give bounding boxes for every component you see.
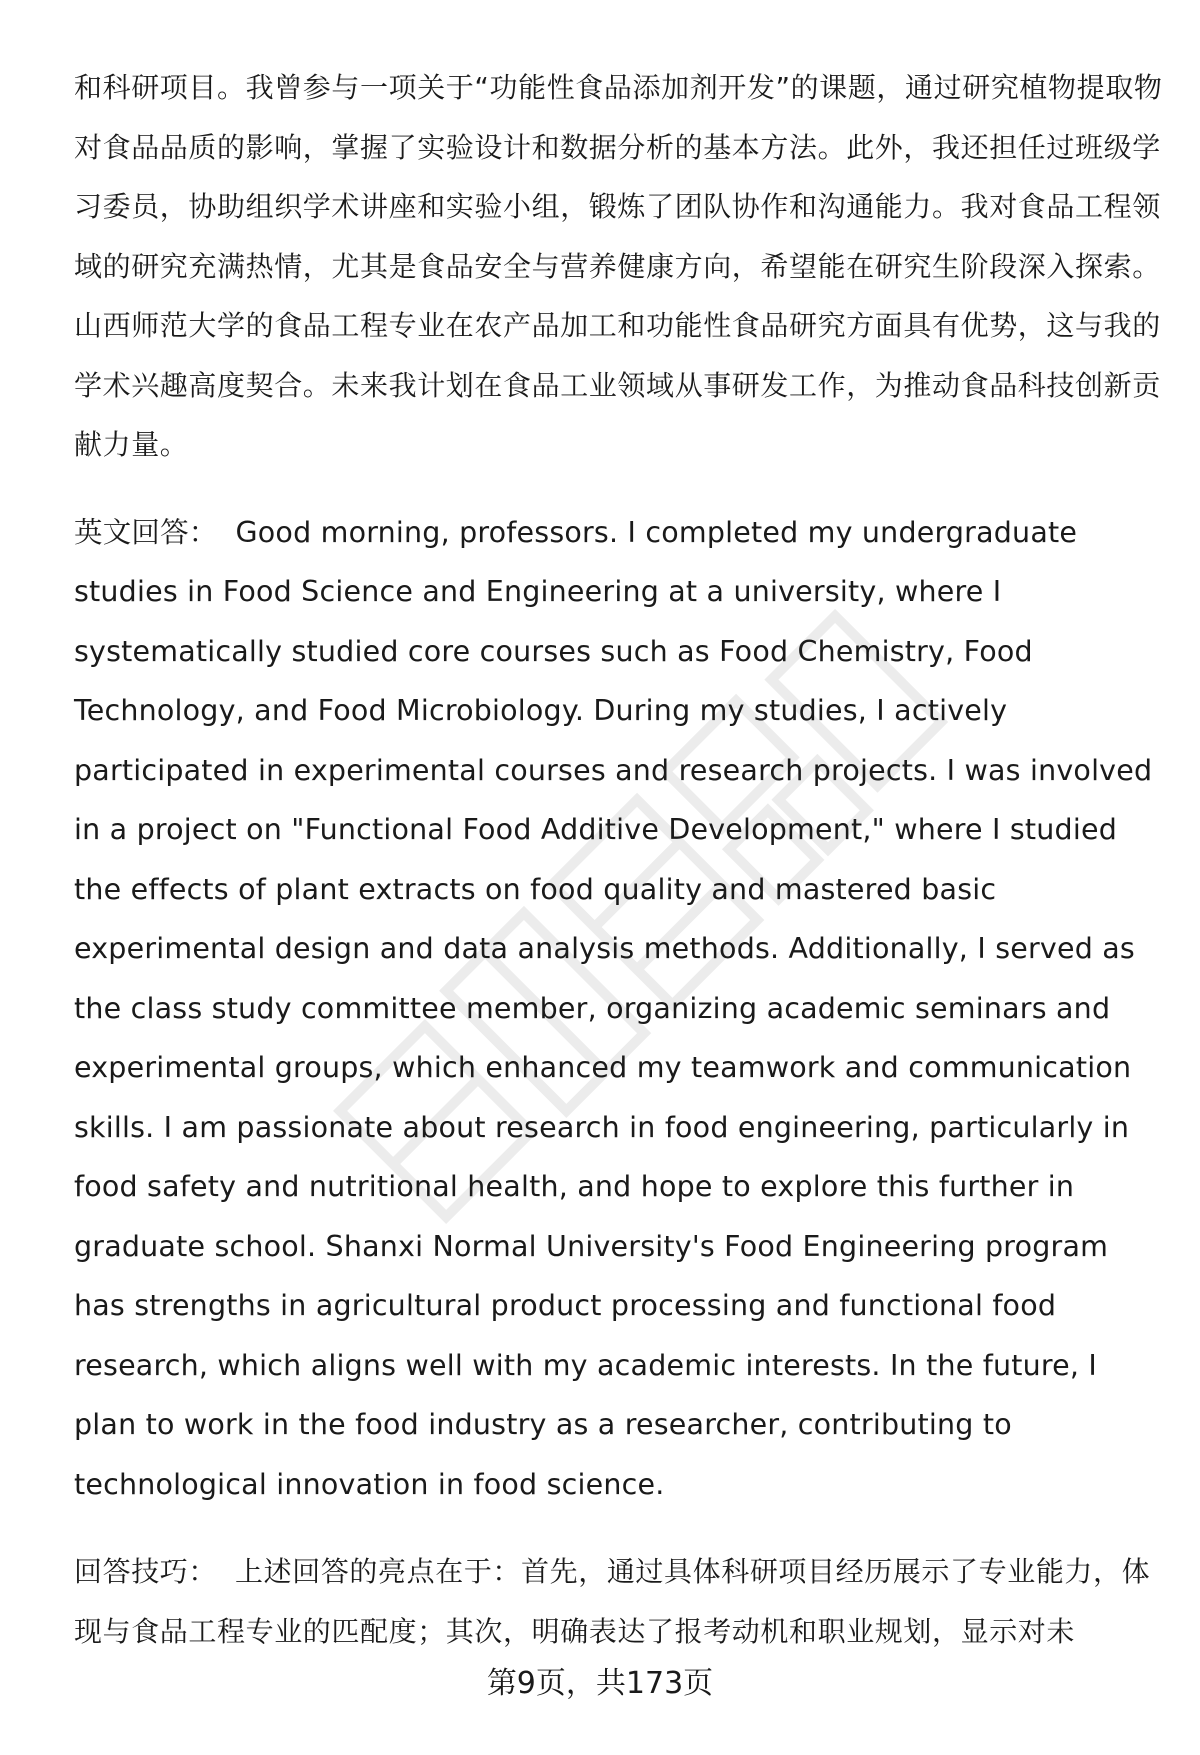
answer-tips-label: 回答技巧： — [74, 1555, 218, 1588]
page-content — [74, 58, 1164, 1661]
english-answer-paragraph — [74, 503, 1164, 1515]
answer-tips-paragraph — [74, 1542, 1164, 1661]
english-answer-text: Good morning, professors. I completed my undergraduate studies in Food Science and Engineering at a university, where I systematically studied core courses such as Food Chemistry, Food Technology, and Food Microbiology. During my studies, I actively participated in experimental courses and research projects. I was involved in a project on "Functional Food Additive Development," where I studied the effects of plant extracts on food quality and mastered basic experimental design and data analysis methods. Additionally, I served as the class study committee member, organizing academic seminars and experimental groups, which enhanced my teamwork and communication skills. I am passionate about research in food engineering, particularly in food safety and nutritional health, and hope to explore this further in graduate school. Shanxi Normal University's Food Engineering program has strengths in agricultural product processing and functional food research, which aligns well with my academic interests. In the future, I plan to work in the food industry as a researcher, contributing to technological innovation in food science. — [74, 515, 1153, 1501]
english-answer-label: 英文回答： — [74, 515, 218, 549]
chinese-answer-paragraph: 和科研项目。我曾参与一项关于“功能性食品添加剂开发”的课题，通过研究植物提取物对食品品质的影响，掌握了实验设计和数据分析的基本方法。此外，我还担任过班级学习委员，协助组织学术讲座和实验小组，锻炼了团队协作和沟通能力。我对食品工程领域的研究充满热情，尤其是食品安全与营养健康方向，希望能在研究生阶段深入探索。山西师范大学的食品工程专业在农产品加工和功能性食品研究方面具有优势，这与我的学术兴趣高度契合。未来我计划在食品工业领域从事研发工作，为推动食品科技创新贡献力量。 — [74, 71, 1163, 461]
page-number-footer: 第9页，共173页 — [486, 1666, 714, 1701]
answer-tips-text: 上述回答的亮点在于：首先，通过具体科研项目经历展示了专业能力，体现与食品工程专业的匹配度；其次，明确表达了报考动机和职业规划，显示对未 — [74, 1555, 1151, 1648]
